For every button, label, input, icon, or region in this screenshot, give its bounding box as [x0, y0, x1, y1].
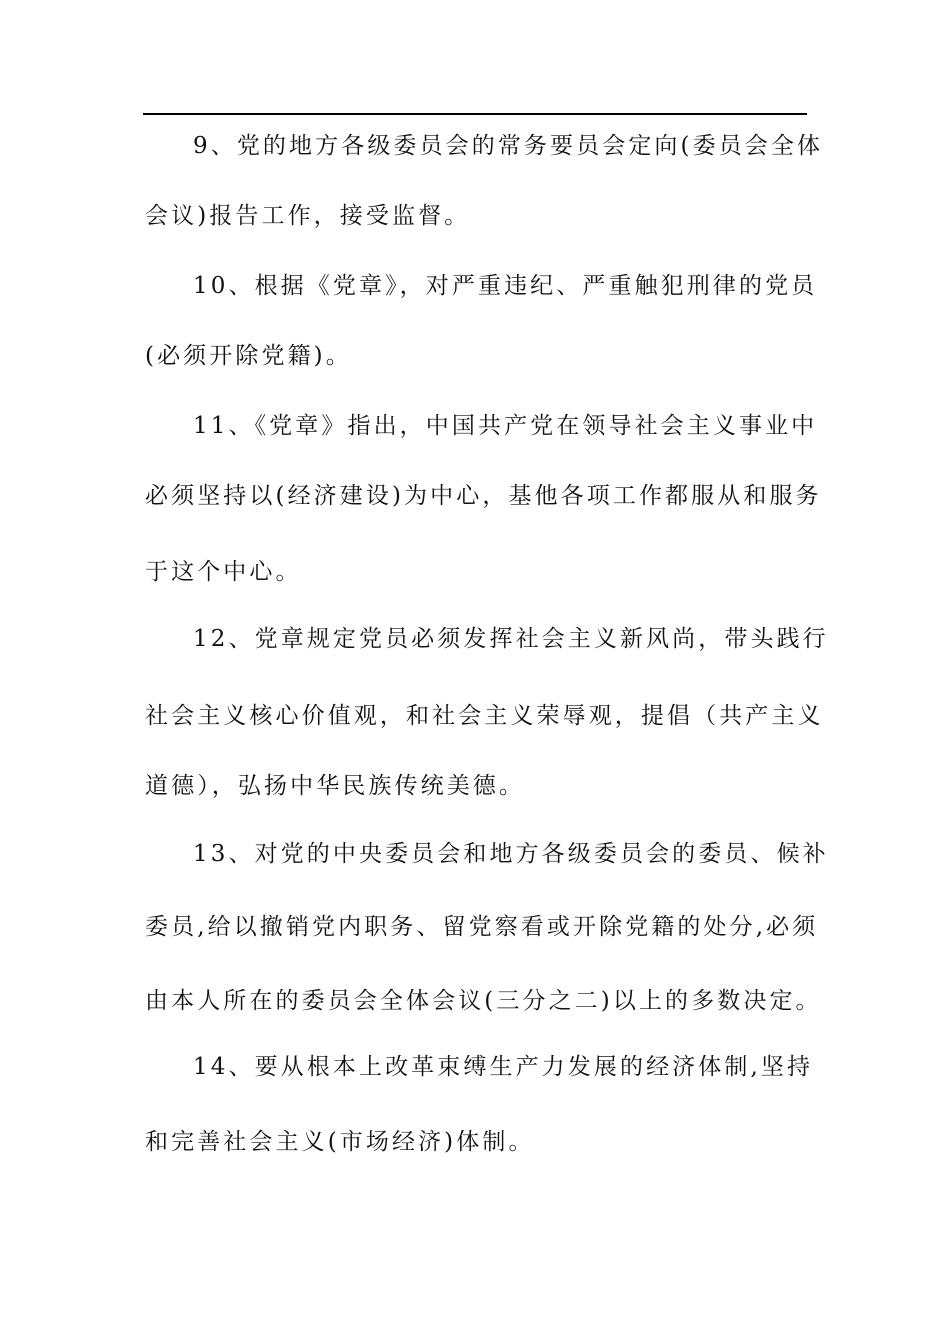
paragraph-14-line-1: 14、要从根本上改革束缚生产力发展的经济体制,坚持: [193, 1054, 814, 1080]
header-rule: [143, 113, 807, 115]
paragraph-12-line-3: 道德），弘扬中华民族传统美德。: [145, 773, 525, 799]
paragraph-14-line-2: 和完善社会主义(市场经济)体制。: [145, 1129, 535, 1155]
paragraph-9-line-2: 会议)报告工作，接受监督。: [145, 203, 471, 229]
paragraph-12-line-1: 12、党章规定党员必须发挥社会主义新风尚，带头践行: [193, 626, 829, 652]
paragraph-13-line-2: 委员,给以撤销党内职务、留党察看或开除党籍的处分,必须: [145, 914, 819, 940]
paragraph-13-line-3: 由本人所在的委员会全体会议(三分之二)以上的多数决定。: [145, 988, 822, 1014]
paragraph-13-line-1: 13、对党的中央委员会和地方各级委员会的委员、候补: [193, 841, 829, 867]
paragraph-9-line-1: 9、党的地方各级委员会的常务要员会定向(委员会全体: [193, 133, 824, 159]
paragraph-11-line-1: 11、《党章》指出，中国共产党在领导社会主义事业中: [193, 413, 818, 439]
paragraph-12-line-2: 社会主义核心价值观，和社会主义荣辱观，提倡（共产主义: [145, 703, 824, 729]
paragraph-10-line-2: (必须开除党籍)。: [145, 343, 352, 369]
paragraph-11-line-2: 必须坚持以(经济建设)为中心，基他各项工作都服从和服务: [145, 483, 822, 509]
paragraph-10-line-1: 10、根据《党章》，对严重违纪、严重触犯刑律的党员: [193, 273, 818, 299]
paragraph-11-line-3: 于这个中心。: [145, 559, 302, 585]
